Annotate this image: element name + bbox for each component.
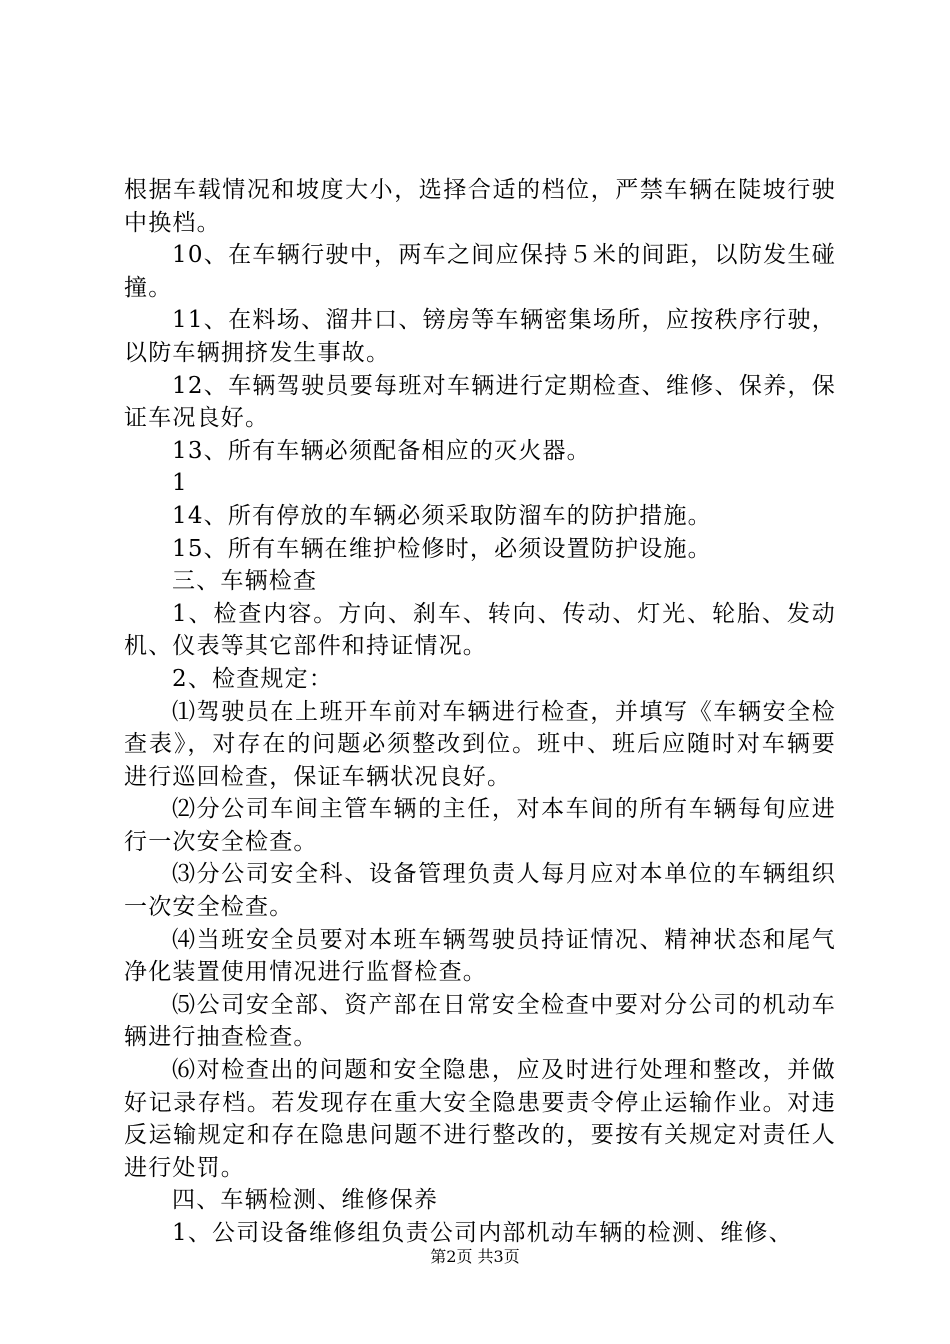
paragraph-5: 13、所有车辆必须配备相应的灭火器。 <box>172 437 591 464</box>
section-heading-vehicle-testing: 四、车辆检测、维修保养 <box>172 1187 439 1214</box>
paragraph-15: ⑷当班安全员要对本班车辆驾驶员持证情况、精神状态和尾气净化装置使用情况进行监督检查。 <box>124 926 836 986</box>
page-footer: 第2页 共3页 <box>430 1247 520 1266</box>
paragraph-19: 1、公司设备维修组负责公司内部机动车辆的检测、维修、 <box>172 1220 793 1246</box>
paragraph-13: ⑵分公司车间主管车辆的主任，对本车间的所有车辆每旬应进行一次安全检查。 <box>124 796 836 855</box>
paragraph-14: ⑶分公司安全科、设备管理负责人每月应对本单位的车辆组织一次安全检查。 <box>124 861 836 921</box>
paragraph-4: 12、车辆驾驶员要每班对车辆进行定期检查、维修、保养，保证车况良好。 <box>124 372 836 432</box>
paragraph-17: ⑹对检查出的问题和安全隐患，应及时进行处理和整改，并做好记录存档。若发现存在重大安全隐患要责令停止运输作业。对违反运输规定和存在隐患问题不进行整改的，要按有关规定对责任人进行处罚。 <box>124 1057 836 1181</box>
paragraph-12: ⑴驾驶员在上班开车前对车辆进行检查，并填写《车辆安全检查表》，对存在的问题必须整改到位。班中、班后应随时对车辆要进行巡回检查，保证车辆状况良好。 <box>124 698 836 790</box>
document-body <box>124 174 836 1250</box>
paragraph-6: 1 <box>172 470 188 497</box>
paragraph-7: 14、所有停放的车辆必须采取防溜车的防护措施。 <box>172 502 712 529</box>
paragraph-2: 10、在车辆行驶中，两车之间应保持５米的间距，以防发生碰撞。 <box>124 242 836 301</box>
paragraph-11: 2、检查规定： <box>172 665 334 692</box>
paragraph-10: 1、检查内容。方向、刹车、转向、传动、灯光、轮胎、发动机、仪表等其它部件和持证情况。 <box>124 600 836 660</box>
paragraph-3: 11、在料场、溜井口、镑房等车辆密集场所，应按秩序行驶，以防车辆拥挤发生事故。 <box>124 307 836 366</box>
section-heading-vehicle-inspection: 三、车辆检查 <box>172 568 318 595</box>
paragraph-8: 15、所有车辆在维护检修时，必须设置防护设施。 <box>172 535 712 562</box>
paragraph-1: 根据车载情况和坡度大小，选择合适的档位，严禁车辆在陡坡行驶中换档。 <box>124 177 836 236</box>
paragraph-16: ⑸公司安全部、资产部在日常安全检查中要对分公司的机动车辆进行抽查检查。 <box>124 991 836 1051</box>
